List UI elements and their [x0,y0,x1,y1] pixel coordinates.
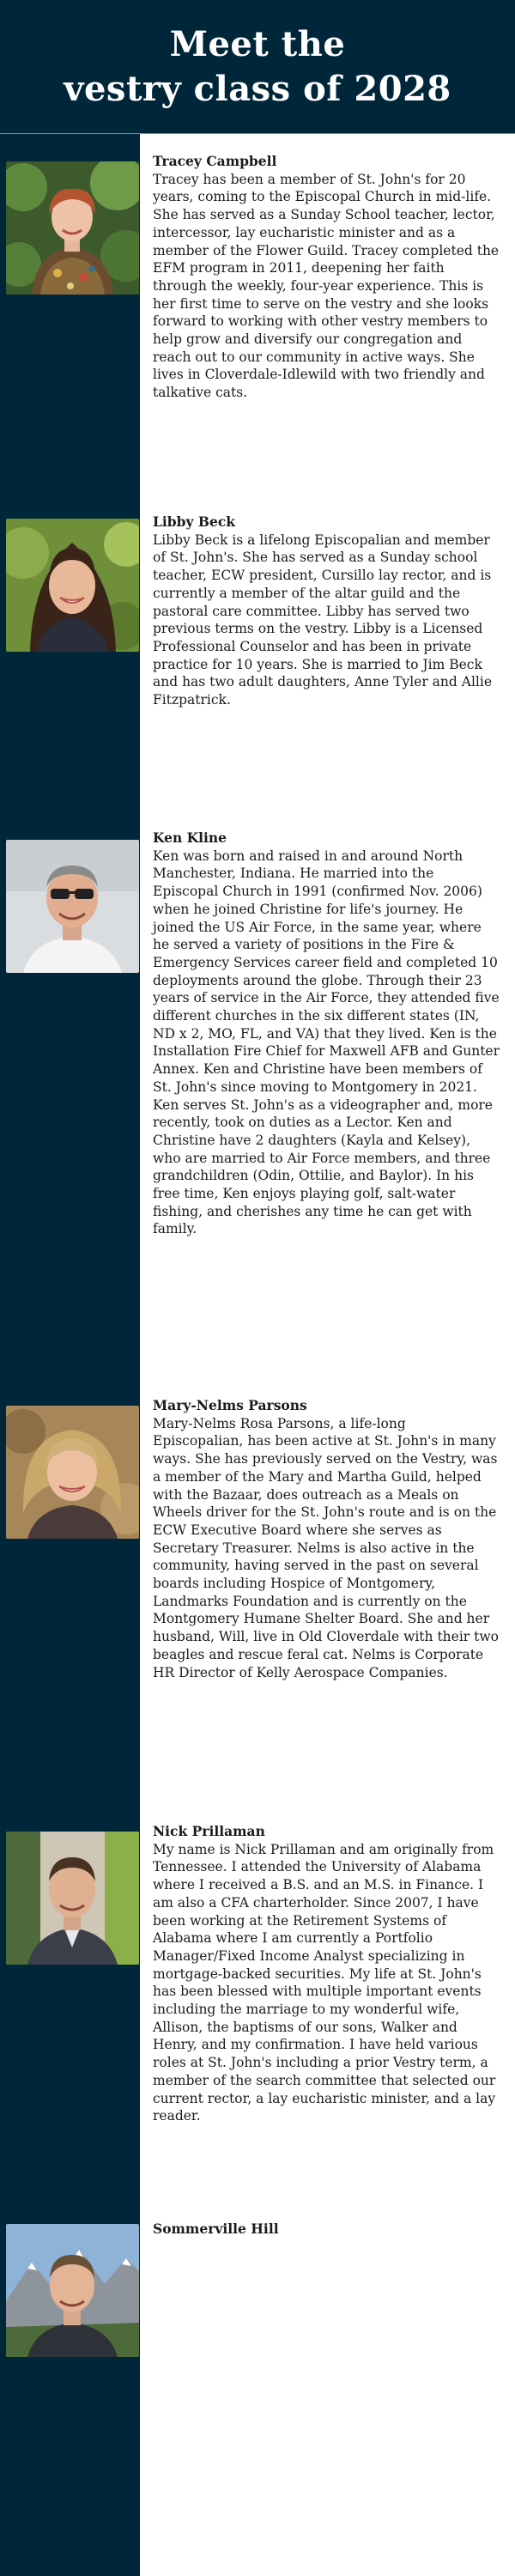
member-bio: Mary-Nelms Rosa Parsons, a life-long Episcopalian, has been active at St. John's in many ways. She has previously served on the Vestry, was a member of the Mary and Martha Guild, helped with the Bazaar, does outreach as a Meals on Wheels driver for the St. John's route and is on the ECW Executive Board where she serves as Secretary Treasurer. Nelms is also active in the community, having served in the past on several boards including Hospice of Montgomery, Landmarks Foundation and is currently on the Montgomery Humane Shelter Board. She and her husband, Will, live in Old Cloverdale with their two beagles and rescue feral cat. Nelms is Corporate HR Director of Kelly Aerospace Companies. [153,1415,499,1680]
member-name: Mary-Nelms Parsons [153,1397,307,1413]
member-photo-tracey [6,161,139,295]
member-photo-sommerville [6,2224,139,2357]
member-bio: Tracey has been a member of St. John's for 20 years, coming to the Episcopal Church in mid-life. She has served as a Sunday School teacher, lector, intercessor, lay eucharistic minister and as a member of the Flower Guild. Tracey completed the EFM program in 2011, deepening her faith through the weekly, four-year experience. This is her first time to serve on the vestry and she looks forward to working with other vestry members to help grow and diversify our congregation and reach out to our community in active ways. She lives in Cloverdale-Idlewild with two friendly and talkative cats. [153,171,500,401]
member-name: Tracey Campbell [153,153,277,169]
member-name: Nick Prillaman [153,1823,265,1839]
member-bio: Libby Beck is a lifelong Episcopalian and member of St. John's. She has served as a Sunday school teacher, ECW president, Cursillo lay rector, and is currently a member of the altar guild and the pastoral care committee. Libby has served two previous terms on the vestry. Libby is a Licensed Professional Counselor and has been in private practice for 10 years. She is married to Jim Beck and has two adult daughters, Anne Tyler and Allie Fitzpatrick. [153,532,492,708]
member-bio-block [153,513,500,709]
member-bio-block [153,829,500,1238]
member-bio-block [153,2221,500,2239]
member-photo-libby [6,519,139,652]
member-photo-nick [6,1832,139,1965]
member-bio-block [153,153,500,402]
member-name: Ken Kline [153,829,227,846]
member-name: Libby Beck [153,513,236,530]
page-title [64,22,451,112]
member-bio-block [153,1397,500,1681]
member-name: Sommerville Hill [153,2221,279,2237]
title-line-1: Meet the [169,23,346,64]
member-photo-mary-nelms [6,1406,139,1539]
member-photo-ken [6,840,139,973]
member-bio: Ken was born and raised in and around North Manchester, Indiana. He married into the Episcopal Church in 1991 (confirmed Nov. 2006) when he joined Christine for life's journey. He joined the US Air Force, in the same year, where he served a variety of positions in the Fire & Emergency Services career field and completed 10 deployments around the globe. Through their 23 years of service in the Air Force, they attended five different churches in the six different states (IN, ND x 2, MO, FL, and VA) that they lived. Ken is the Installation Fire Chief for Maxwell AFB and Gunter Annex. Ken and Christine have been members of St. John's since moving to Montgomery in 2021. Ken serves St. John's as a videographer and, more recently, took on duties as a Lector. Ken and Christine have 2 daughters (Kayla and Kelsey), who are married to Air Force members, and three grandchildren (Odin, Ottilie, and Baylor). In his free time, Ken enjoys playing golf, salt-water fishing, and cherishes any time he can get with family. [153,848,500,1237]
sidebar-panel [0,134,140,2576]
member-bio: My name is Nick Prillaman and am originally from Tennessee. I attended the University of Alabama where I received a B.S. and an M.S. in Finance. I am also a CFA charterholder. Since 2007, I have been working at the Retirement Systems of Alabama where I am currently a Portfolio Manager/Fixed Income Analyst specializing in mortgage-backed securities. My life at St. John's has been blessed with multiple important events including the marriage to my wonderful wife, Allison, the baptisms of our sons, Walker and Henry, and my confirmation. I have held various roles at St. John's including a prior Vestry term, a member of the search committee that selected our current rector, a lay eucharistic minister, and a lay reader. [153,1841,496,2124]
page-header [0,0,515,134]
title-line-2: vestry class of 2028 [64,68,451,109]
member-bio-block [153,1823,500,2125]
